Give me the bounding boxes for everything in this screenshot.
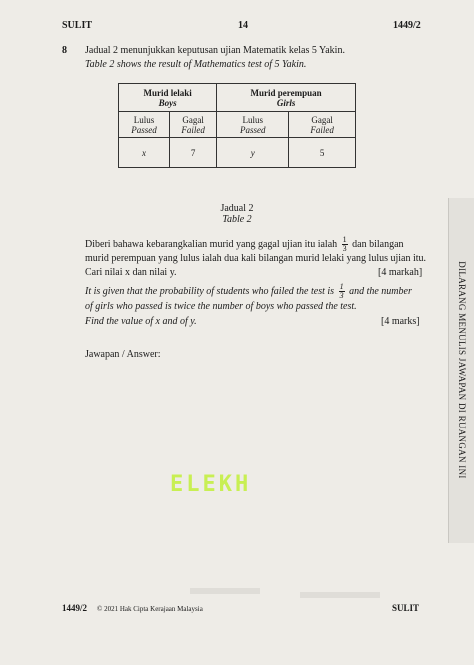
margin-warning-strip: [448, 198, 474, 543]
english-text-line-3: Find the value of x and of y.: [85, 316, 197, 327]
malay-text-line-1: Diberi bahawa kebarangkalian murid yang gagal ujian itu ialah $\frac{1}{3}$ dan bilangan: [85, 235, 404, 253]
english-marks: [4 marks]: [381, 316, 420, 327]
english-text-line-2: of girls who passed is twice the number of boys who passed the test.: [85, 301, 357, 312]
girls-passed-value: y: [217, 138, 289, 168]
fraction-one-third-en: $\frac{1}{3}$: [339, 282, 344, 300]
fraction-one-third: $\frac{1}{3}$: [342, 235, 347, 253]
faint-mark-2: [300, 592, 380, 598]
header-paper-code: 1449/2: [393, 20, 421, 31]
table-caption-english: Table 2: [222, 214, 252, 225]
watermark-logo: ELEKH: [170, 472, 252, 497]
malay-text-line-3: Cari nilai x dan nilai y.: [85, 267, 177, 278]
boys-header: Murid lelaki Boys: [119, 84, 217, 112]
results-table: [118, 83, 356, 168]
boys-failed-value: 7: [170, 138, 217, 168]
footer-sulit: SULIT: [392, 603, 420, 613]
boys-passed-value: x: [119, 138, 170, 168]
girls-fail-header: Gagal Failed: [289, 112, 356, 138]
malay-text-line-2: murid perempuan yang lulus ialah dua kali bilangan murid lelaki yang lulus ujian itu.: [85, 253, 427, 264]
intro-malay: Jadual 2 menunjukkan keputusan ujian Matematik kelas 5 Yakin.: [85, 45, 345, 56]
footer-paper-code: 1449/2: [62, 603, 88, 613]
girls-failed-value: 5: [289, 138, 356, 168]
boys-fail-header: Gagal Failed: [170, 112, 217, 138]
malay-marks: [4 markah]: [378, 267, 423, 278]
english-text-line-1: It is given that the probability of students who failed the test is $\frac{1}{3}$ and the number: [85, 282, 412, 300]
faint-mark-1: [190, 588, 260, 594]
footer-copyright: © 2021 Hak Cipta Kerajaan Malaysia: [97, 605, 203, 613]
header-sulit: SULIT: [62, 20, 93, 31]
table-caption-malay: Jadual 2: [220, 203, 254, 214]
boys-pass-header: Lulus Passed: [119, 112, 170, 138]
girls-pass-header: Lulus Passed: [217, 112, 289, 138]
intro-english: Table 2 shows the result of Mathematics test of 5 Yakin.: [85, 59, 307, 70]
girls-header: Murid perempuan Girls: [217, 84, 356, 112]
margin-warning-text: DILARANG MENULIS JAWAPAN DI RUANGAN INI: [457, 261, 467, 479]
answer-label: Jawapan / Answer:: [85, 349, 161, 360]
question-number: 8: [62, 45, 67, 56]
header-page-number: 14: [238, 20, 248, 31]
